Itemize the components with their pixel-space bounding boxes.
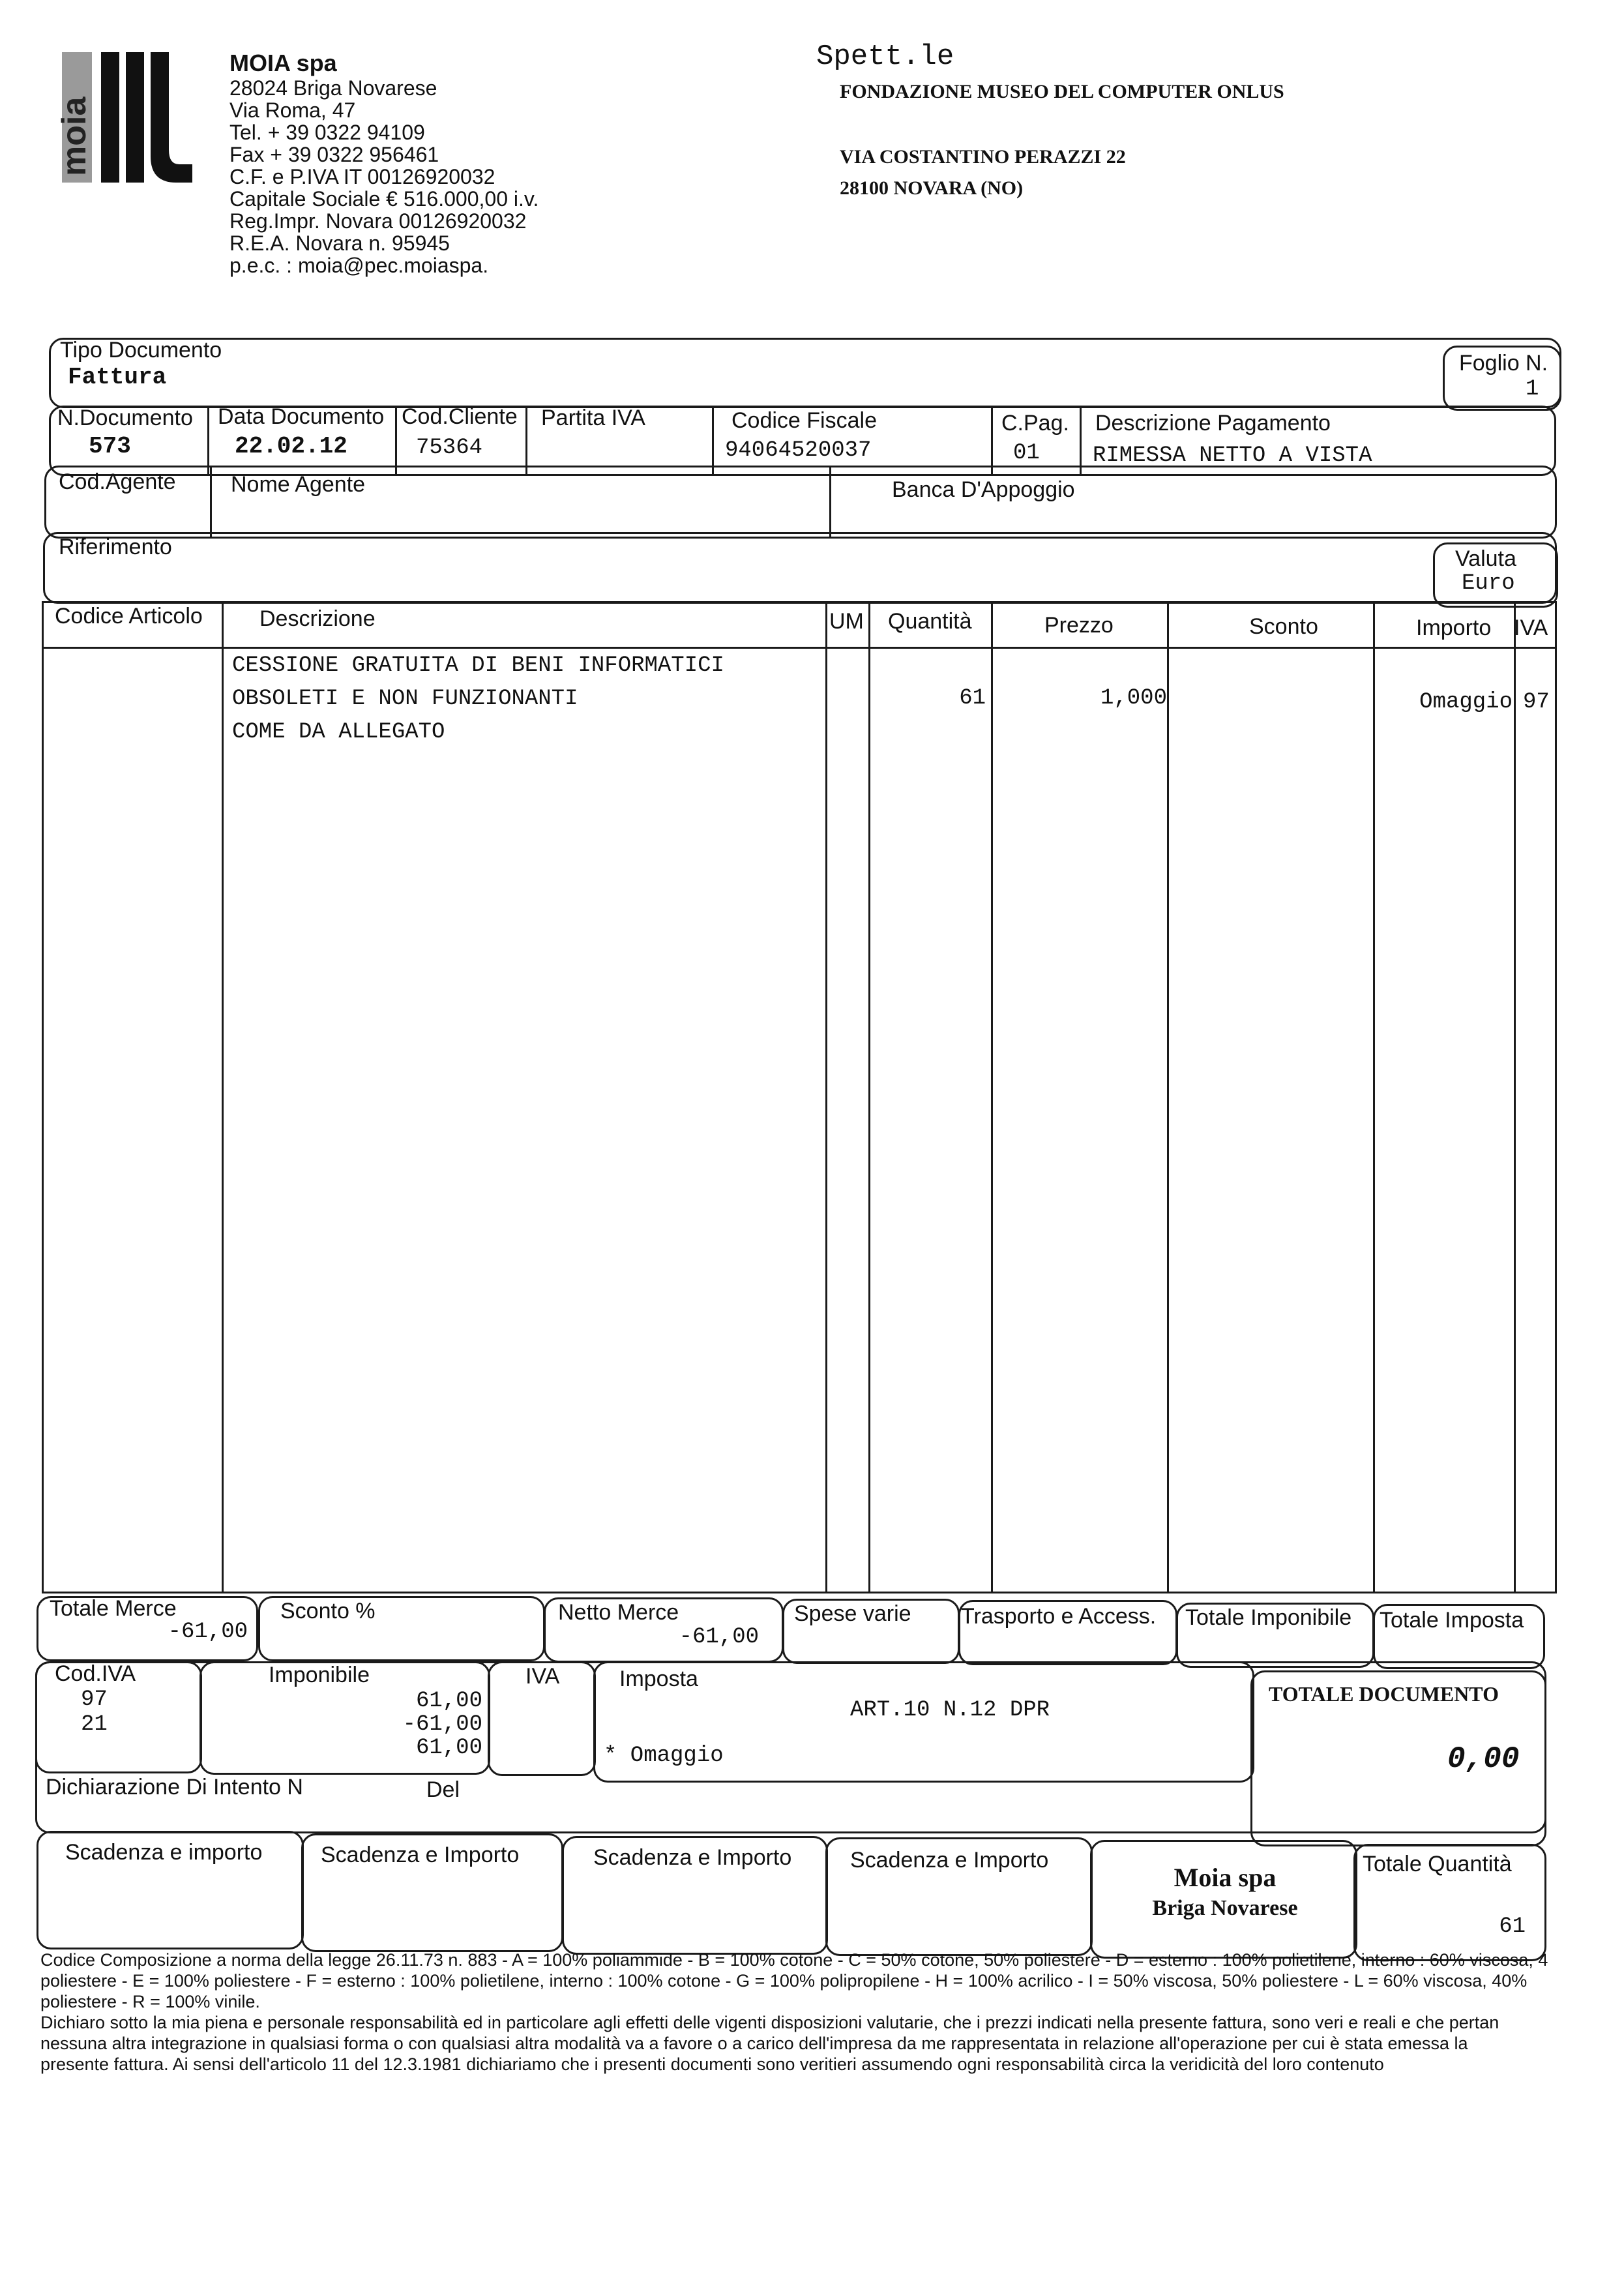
totale-quantita-label: Totale Quantità xyxy=(1363,1852,1512,1876)
spese-varie-label: Spese varie xyxy=(794,1601,911,1626)
cod-cliente-value: 75364 xyxy=(416,436,483,460)
cod-cliente-label: Cod.Cliente xyxy=(402,404,518,429)
col-prezzo: Prezzo xyxy=(1044,613,1114,638)
company-stamp-line-1: Moia spa xyxy=(1174,1863,1277,1892)
col-iva: IVA xyxy=(1514,615,1548,640)
codice-fiscale-label: Codice Fiscale xyxy=(731,408,877,433)
trasporto-label: Trasporto e Access. xyxy=(961,1604,1157,1629)
tipo-documento-box xyxy=(49,338,1561,408)
item-importo: Omaggio xyxy=(1419,690,1513,715)
table-row xyxy=(232,649,724,749)
netto-merce-value: -61,00 xyxy=(679,1625,759,1650)
totale-documento-label: TOTALE DOCUMENTO xyxy=(1269,1682,1499,1706)
company-info-line: R.E.A. Novara n. 95945 xyxy=(229,231,450,255)
imponibile-value-2: -61,00 xyxy=(402,1712,482,1737)
cod-iva-value-2: 21 xyxy=(81,1712,108,1737)
company-stamp-line-2: Briga Novarese xyxy=(1152,1896,1298,1920)
legal-footer-line: nessuna altra integrazione in qualsiasi forma o con qualsiasi altra modalità va a favore o a carico dell'impresa da me rappresentata in relazione all'operazione per cui è stata emessa la xyxy=(40,2034,1468,2053)
scadenza-label-1: Scadenza e importo xyxy=(65,1840,263,1865)
recipient-address-2: 28100 NOVARA (NO) xyxy=(840,177,1024,199)
totale-quantita-value: 61 xyxy=(1499,1914,1526,1939)
items-table xyxy=(42,601,1557,1593)
col-importo: Importo xyxy=(1416,615,1492,640)
item-description-line: CESSIONE GRATUITA DI BENI INFORMATICI xyxy=(232,653,724,678)
company-info-line: Capitale Sociale € 516.000,00 i.v. xyxy=(229,187,539,211)
scadenza-label-4: Scadenza e Importo xyxy=(850,1848,1049,1873)
company-info-line: Via Roma, 47 xyxy=(229,98,356,122)
cod-agente-label: Cod.Agente xyxy=(59,469,176,494)
company-info-line: p.e.c. : moia@pec.moiaspa. xyxy=(229,254,489,277)
company-name: MOIA spa xyxy=(229,50,337,76)
legal-footer xyxy=(40,1949,1553,2075)
company-logo xyxy=(55,52,192,183)
scadenza-label-3: Scadenza e Importo xyxy=(593,1845,792,1870)
item-quantita: 61 xyxy=(959,686,986,711)
legal-footer-line: poliestere - R = 100% vinile. xyxy=(40,1992,260,2011)
data-documento-label: Data Documento xyxy=(218,404,385,429)
dichiarazione-intento-label: Dichiarazione Di Intento N xyxy=(46,1775,303,1800)
totale-merce-value: -61,00 xyxy=(168,1620,248,1644)
iva-label: IVA xyxy=(525,1664,560,1689)
tipo-documento-value: Fattura xyxy=(68,364,167,391)
imposta-label: Imposta xyxy=(619,1667,698,1691)
company-info-line: Reg.Impr. Novara 00126920032 xyxy=(229,209,527,233)
totale-documento-value: 0,00 xyxy=(1447,1742,1520,1776)
company-info xyxy=(229,77,539,276)
riferimento-label: Riferimento xyxy=(59,535,172,559)
company-info-line: C.F. e P.IVA IT 00126920032 xyxy=(229,165,495,188)
c-pag-value: 01 xyxy=(1013,441,1040,466)
data-documento-value: 22.02.12 xyxy=(235,433,347,460)
totale-imposta-label: Totale Imposta xyxy=(1380,1608,1524,1633)
totale-imponibile-label: Totale Imponibile xyxy=(1185,1605,1352,1630)
riferimento-box xyxy=(43,532,1557,604)
n-documento-value: 573 xyxy=(89,433,131,460)
foglio-value: 1 xyxy=(1526,377,1539,402)
totale-merce-label: Totale Merce xyxy=(50,1596,177,1621)
descrizione-pagamento-label: Descrizione Pagamento xyxy=(1095,411,1331,436)
c-pag-label: C.Pag. xyxy=(1001,411,1069,436)
descrizione-pagamento-value: RIMESSA NETTO A VISTA xyxy=(1093,443,1372,468)
col-um: UM xyxy=(829,609,864,634)
recipient-address-1: VIA COSTANTINO PERAZZI 22 xyxy=(840,146,1126,168)
nome-agente-label: Nome Agente xyxy=(231,472,366,497)
svg-text:moia: moia xyxy=(55,96,93,176)
partita-iva-label: Partita IVA xyxy=(541,406,645,430)
col-quantita: Quantità xyxy=(888,609,972,634)
item-prezzo: 1,000 xyxy=(1100,686,1167,711)
col-codice-articolo: Codice Articolo xyxy=(55,604,203,629)
imponibile-value-3: 61,00 xyxy=(415,1736,482,1760)
item-description-line: OBSOLETI E NON FUNZIONANTI xyxy=(232,687,578,711)
imposta-note: ART.10 N.12 DPR xyxy=(850,1698,1050,1723)
omaggio-note: * Omaggio xyxy=(604,1743,724,1768)
cod-iva-label: Cod.IVA xyxy=(55,1661,136,1686)
company-info-line: Fax + 39 0322 956461 xyxy=(229,143,439,166)
del-label: Del xyxy=(426,1777,460,1802)
tipo-documento-label: Tipo Documento xyxy=(60,338,222,363)
sconto-label: Sconto % xyxy=(280,1599,376,1623)
recipient-salutation: Spett.le xyxy=(816,40,954,73)
item-iva: 97 xyxy=(1523,690,1550,715)
legal-footer-line: Dichiaro sotto la mia piena e personale responsabilità ed in particolare agli effetti delle vigenti disposizioni valutarie, che i prezzi indicati nella presente fattura, sono veri e reali e che pertan xyxy=(40,2013,1499,2032)
codice-fiscale-value: 94064520037 xyxy=(725,438,872,463)
valuta-value: Euro xyxy=(1462,571,1515,596)
legal-footer-line: poliestere - E = 100% poliestere - F = esterno : 100% polietilene, interno : 100% cotone - G = 100% polipropilene - H = 100% acrilico - I = 50% viscosa, 50% poliestere - L = 60% viscosa, 40% xyxy=(40,1971,1528,1991)
legal-footer-line: presente fattura. Ai sensi dell'articolo 11 del 12.3.1981 dichiariamo che i presenti documenti sono veritieri assumendo ogni responsabilità circa la veridicità del loro contenuto xyxy=(40,2054,1384,2074)
n-documento-label: N.Documento xyxy=(57,406,193,430)
company-info-line: 28024 Briga Novarese xyxy=(229,76,437,100)
cod-iva-value-1: 97 xyxy=(81,1687,108,1712)
imponibile-label: Imponibile xyxy=(269,1663,370,1687)
netto-merce-label: Netto Merce xyxy=(558,1600,679,1625)
scadenza-label-2: Scadenza e Importo xyxy=(321,1843,520,1867)
banca-appoggio-label: Banca D'Appoggio xyxy=(892,477,1075,502)
foglio-label: Foglio N. xyxy=(1459,351,1548,376)
company-info-line: Tel. + 39 0322 94109 xyxy=(229,121,425,144)
recipient-name: FONDAZIONE MUSEO DEL COMPUTER ONLUS xyxy=(840,81,1284,102)
legal-footer-line: Codice Composizione a norma della legge 26.11.73 n. 883 - A = 100% poliammide - B = 100% cotone - C = 50% cotone, 50% poliestere - D = esterno : 100% polietilene, interno : 60% viscosa, 4 xyxy=(40,1950,1548,1970)
imponibile-value-1: 61,00 xyxy=(415,1689,482,1713)
col-sconto: Sconto xyxy=(1249,614,1318,639)
item-description-line: COME DA ALLEGATO xyxy=(232,720,445,745)
valuta-label: Valuta xyxy=(1455,546,1516,571)
col-descrizione: Descrizione xyxy=(259,606,376,631)
